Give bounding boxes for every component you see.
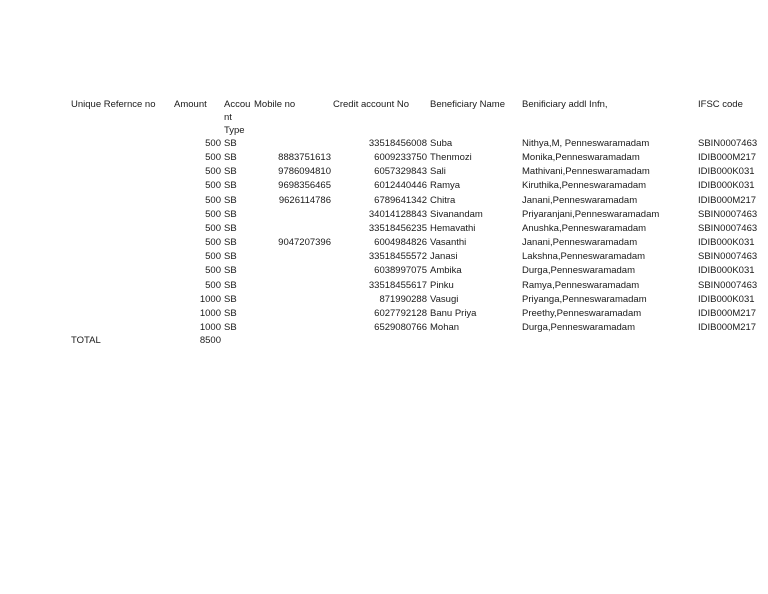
beneficiary-name-cell: Ramya — [430, 180, 461, 192]
account-type-cell: SB — [224, 208, 237, 220]
account-type-cell: SB — [224, 152, 237, 164]
ifsc-cell: IDIB000K031 — [698, 293, 755, 305]
beneficiary-name-cell: Hemavathi — [430, 222, 476, 234]
beneficiary-name-cell: Sivanandam — [430, 208, 483, 220]
amount-cell: 500 — [205, 279, 221, 291]
account-type-cell: SB — [224, 265, 237, 277]
ifsc-cell: SBIN0007463 — [698, 279, 758, 291]
beneficiary-addl-cell: Priyanga,Penneswaramadam — [522, 293, 647, 305]
account-type-cell: SB — [224, 307, 237, 319]
beneficiary-name-cell: Thenmozi — [430, 152, 472, 164]
beneficiary-addl-cell: Lakshna,Penneswaramadam — [522, 251, 646, 263]
ifsc-cell: SBIN0007463 — [698, 138, 758, 149]
total-label: TOTAL — [71, 335, 101, 346]
account-type-cell: SB — [224, 237, 237, 249]
amount-cell: 500 — [205, 251, 221, 263]
amount-cell: 1000 — [199, 307, 221, 319]
ifsc-cell: IDIB000M217 — [698, 194, 757, 206]
ifsc-cell: IDIB000M217 — [698, 307, 757, 319]
amount-cell: 500 — [205, 138, 221, 149]
amount-cell: 500 — [205, 237, 221, 249]
amount-cell: 500 — [205, 152, 221, 164]
credit-account-cell: 6038997075 — [374, 265, 427, 277]
beneficiary-name-cell: Mohan — [430, 321, 460, 333]
account-type-cell: SB — [224, 321, 237, 333]
beneficiary-name-cell: Vasanthi — [430, 237, 467, 249]
ifsc-cell: SBIN0007463 — [698, 251, 758, 263]
amount-cell: 500 — [205, 222, 221, 234]
ifsc-cell: IDIB000M217 — [698, 152, 757, 164]
mobile-cell: 9626114786 — [278, 194, 331, 206]
amount-cell: 1000 — [199, 321, 221, 333]
header-unique-reference: Unique Refernce no — [71, 99, 156, 110]
credit-account-cell: 871990288 — [379, 293, 427, 305]
ifsc-cell: IDIB000M217 — [698, 321, 757, 333]
beneficiary-addl-cell: Ramya,Penneswaramadam — [522, 279, 640, 291]
amount-cell: 500 — [205, 265, 221, 277]
credit-account-cell: 33518455617 — [368, 279, 427, 291]
account-type-cell: SB — [224, 166, 237, 178]
beneficiary-name-cell: Janasi — [430, 251, 458, 263]
amount-cell: 500 — [205, 166, 221, 178]
credit-account-cell: 33518455572 — [368, 251, 427, 263]
beneficiary-addl-cell: Anushka,Penneswaramadam — [522, 222, 647, 234]
amount-cell: 500 — [205, 194, 221, 206]
header-beneficiary-addl: Benificiary addl Infn, — [522, 99, 608, 110]
credit-account-cell: 6012440446 — [374, 180, 427, 192]
beneficiary-addl-cell: Durga,Penneswaramadam — [522, 321, 636, 333]
beneficiary-addl-cell: Kiruthika,Penneswaramadam — [522, 180, 647, 192]
ifsc-cell: IDIB000K031 — [698, 166, 755, 178]
ifsc-cell: IDIB000K031 — [698, 180, 755, 192]
beneficiary-name-cell: Vasugi — [430, 293, 459, 305]
header-ifsc: IFSC code — [698, 99, 743, 110]
beneficiary-addl-cell: Priyaranjani,Penneswaramadam — [522, 208, 660, 220]
mobile-cell: 9698356465 — [278, 180, 331, 192]
account-type-cell: SB — [224, 180, 237, 192]
beneficiary-addl-cell: Mathivani,Penneswaramadam — [522, 166, 650, 178]
amount-cell: 500 — [205, 208, 221, 220]
account-type-cell: SB — [224, 279, 237, 291]
mobile-cell: 9047207396 — [278, 237, 331, 249]
ifsc-cell: IDIB000K031 — [698, 265, 755, 277]
beneficiary-name-cell: Pinku — [430, 279, 454, 291]
beneficiary-addl-cell: Janani,Penneswaramadam — [522, 237, 638, 249]
credit-account-cell: 6027792128 — [374, 307, 427, 319]
credit-account-cell: 33518456235 — [368, 222, 427, 234]
mobile-cell: 9786094810 — [278, 166, 331, 178]
beneficiary-name-cell: Sali — [430, 166, 446, 178]
credit-account-cell: 6004984826 — [374, 237, 427, 249]
beneficiary-name-cell: Banu Priya — [430, 307, 477, 319]
header-beneficiary-name: Beneficiary Name — [430, 99, 505, 110]
credit-account-cell: 34014128843 — [368, 208, 427, 220]
header-account-type-line3: Type — [224, 125, 245, 136]
ifsc-cell: IDIB000K031 — [698, 237, 755, 249]
beneficiary-addl-cell: Preethy,Penneswaramadam — [522, 307, 642, 319]
header-account-type-line1: Accou — [224, 99, 251, 110]
beneficiary-addl-cell: Durga,Penneswaramadam — [522, 265, 636, 277]
total-amount: 8500 — [199, 335, 221, 346]
header-account-type-line2: nt — [224, 112, 232, 123]
beneficiary-name-cell: Ambika — [430, 265, 462, 277]
ifsc-cell: SBIN0007463 — [698, 208, 758, 220]
credit-account-cell: 6009233750 — [374, 152, 427, 164]
credit-account-cell: 33518456008 — [368, 138, 427, 149]
credit-account-cell: 6789641342 — [374, 194, 427, 206]
header-mobile: Mobile no — [254, 99, 296, 110]
amount-cell: 1000 — [199, 293, 221, 305]
header-credit-account: Credit account No — [333, 99, 410, 110]
amount-cell: 500 — [205, 180, 221, 192]
beneficiary-addl-cell: Monika,Penneswaramadam — [522, 152, 640, 164]
mobile-cell: 8883751613 — [278, 152, 331, 164]
credit-account-cell: 6529080766 — [374, 321, 427, 333]
ifsc-cell: SBIN0007463 — [698, 222, 758, 234]
account-type-cell: SB — [224, 138, 237, 149]
account-type-cell: SB — [224, 222, 237, 234]
beneficiary-addl-cell: Nithya,M, Penneswaramadam — [522, 138, 650, 149]
credit-account-cell: 6057329843 — [374, 166, 427, 178]
account-type-cell: SB — [224, 293, 237, 305]
account-type-cell: SB — [224, 251, 237, 263]
beneficiary-name-cell: Chitra — [430, 194, 456, 206]
account-type-cell: SB — [224, 194, 237, 206]
beneficiary-name-cell: Suba — [430, 138, 453, 149]
header-amount: Amount — [174, 99, 207, 110]
beneficiary-addl-cell: Janani,Penneswaramadam — [522, 194, 638, 206]
